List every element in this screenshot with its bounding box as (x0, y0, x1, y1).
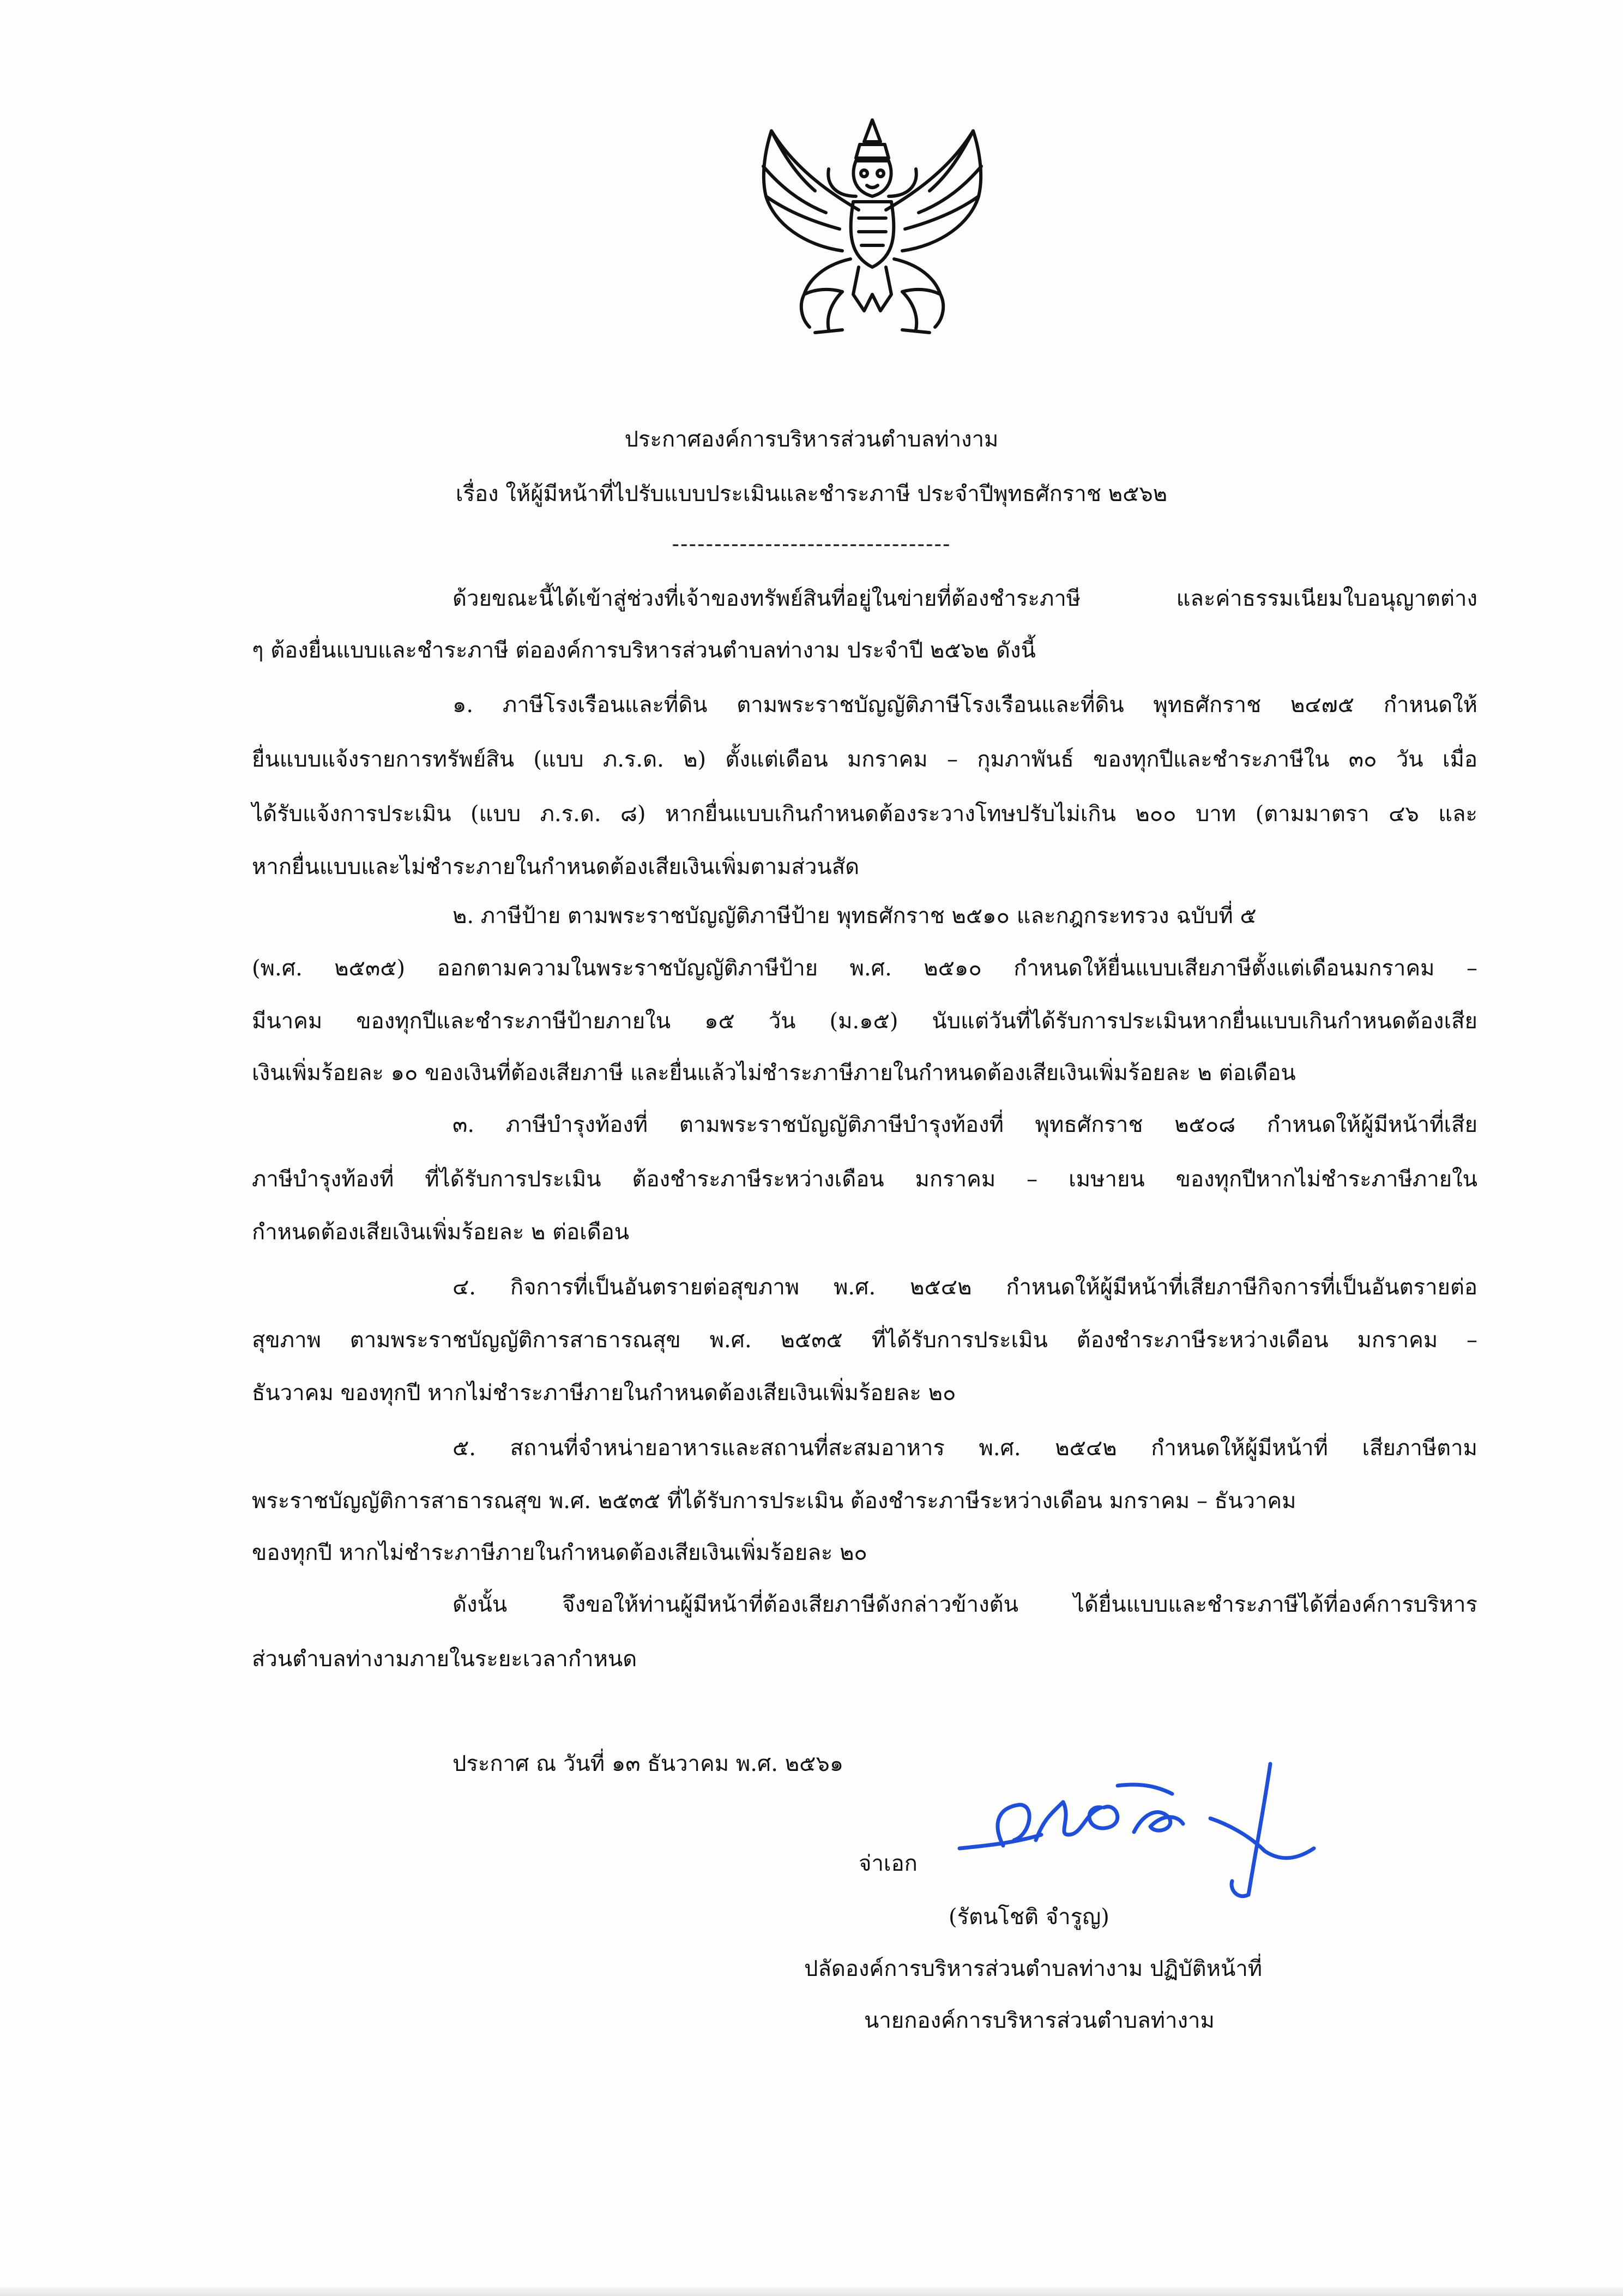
item-5-line-3: ของทุกปี หากไม่ชำระภาษีภายในกำหนดต้องเสียเงินเพิ่มร้อยละ ๒๐ (252, 1540, 867, 1565)
item-1-line-3: ได้รับแจ้งการประเมิน (แบบ ภ.ร.ด. ๘) หากยื่นแบบเกินกำหนดต้องระวางโทษปรับไม่เกิน ๒๐๐ บาท (ตามมาตรา ๔๖ และ (252, 802, 1477, 827)
item-3-line-3: กำหนดต้องเสียเงินเพิ่มร้อยละ ๒ ต่อเดือน (252, 1220, 630, 1245)
item-4-line-2: สุขภาพ ตามพระราชบัญญัติการสาธารณสุข พ.ศ. ๒๕๓๕ ที่ได้รับการประเมิน ต้องชำระภาษีระหว่างเดือน มกราคม – (252, 1328, 1477, 1353)
item-1-line-1: ๑. ภาษีโรงเรือนและที่ดิน ตามพระราชบัญญัติภาษีโรงเรือนและที่ดิน พุทธศักราช ๒๔๗๕ กำหนดให้ (452, 692, 1477, 718)
announcement-title: ประกาศองค์การบริหารส่วนตำบลท่างาม (624, 427, 999, 452)
closing-line-2: ส่วนตำบลท่างามภายในระยะเวลากำหนด (252, 1647, 637, 1672)
scan-edge (0, 2287, 1623, 2296)
closing-line-1: ดังนั้น จึงขอให้ท่านผู้มีหน้าที่ต้องเสียภาษีดังกล่าวข้างต้น ได้ยื่นแบบและชำระภาษีได้ที่องค์การบริหาร (452, 1592, 1477, 1617)
handwritten-signature-icon (954, 1753, 1347, 1917)
garuda-emblem-icon (733, 115, 1011, 349)
intro-line-2: ๆ ต้องยื่นแบบและชำระภาษี ต่อองค์การบริหารส่วนตำบลท่างาม ประจำปี ๒๕๖๒ ดังนี้ (252, 638, 1036, 663)
announcement-subject: เรื่อง ให้ผู้มีหน้าที่ไปรับแบบประเมินและชำระภาษี ประจำปีพุทธศักราช ๒๕๖๒ (455, 481, 1168, 507)
item-2-line-1: ๒. ภาษีป้าย ตามพระราชบัญญัติภาษีป้าย พุทธศักราช ๒๕๑๐ และกฎกระทรวง ฉบับที่ ๕ (452, 903, 1257, 929)
intro-line-1: ด้วยขณะนี้ได้เข้าสู่ช่วงที่เจ้าของทรัพย์สินที่อยู่ในข่ายที่ต้องชำระภาษี และค่าธรรมเนียมใบอนุญาตต่าง (452, 586, 1477, 611)
item-3-line-1: ๓. ภาษีบำรุงท้องที่ ตามพระราชบัญญัติภาษีบำรุงท้องที่ พุทธศักราช ๒๕๐๘ กำหนดให้ผู้มีหน้าที่เสีย (452, 1112, 1477, 1137)
item-5-line-1: ๕. สถานที่จำหน่ายอาหารและสถานที่สะสมอาหาร พ.ศ. ๒๕๔๒ กำหนดให้ผู้มีหน้าที่ เสียภาษีตาม (452, 1436, 1477, 1461)
item-4-line-1: ๔. กิจการที่เป็นอันตรายต่อสุขภาพ พ.ศ. ๒๕๔๒ กำหนดให้ผู้มีหน้าที่เสียภาษีกิจการที่เป็นอันตรายต่อ (452, 1275, 1477, 1300)
item-4-line-3: ธันวาคม ของทุกปี หากไม่ชำระภาษีภายในกำหนดต้องเสียเงินเพิ่มร้อยละ ๒๐ (252, 1381, 956, 1406)
announcement-date: ประกาศ ณ วันที่ ๑๓ ธันวาคม พ.ศ. ๒๕๖๑ (452, 1751, 844, 1776)
title-divider: --------------------------------- (672, 532, 951, 557)
item-3-line-2: ภาษีบำรุงท้องที่ ที่ได้รับการประเมิน ต้องชำระภาษีระหว่างเดือน มกราคม – เมษายน ของทุกปีหากไม่ชำระภาษีภายใน (252, 1167, 1477, 1192)
signer-position: ปลัดองค์การบริหารส่วนตำบลท่างาม ปฏิบัติหน้าที่ (804, 1956, 1263, 1981)
item-1-line-4: หากยื่นแบบและไม่ชำระภายในกำหนดต้องเสียเงินเพิ่มตามส่วนสัด (252, 854, 860, 879)
item-1-line-2: ยื่นแบบแจ้งรายการทรัพย์สิน (แบบ ภ.ร.ด. ๒) ตั้งแต่เดือน มกราคม – กุมภาพันธ์ ของทุกปีและชำระภาษีใน ๓๐ วัน เมื่อ (252, 747, 1477, 772)
signer-name: (รัตนโชติ จำรูญ) (949, 1905, 1109, 1930)
item-2-line-3: มีนาคม ของทุกปีและชำระภาษีป้ายภายใน ๑๕ วัน (ม.๑๕) นับแต่วันที่ได้รับการประเมินหากยื่นแบบเกินกำหนดต้องเสีย (252, 1009, 1477, 1034)
item-2-line-4: เงินเพิ่มร้อยละ ๑๐ ของเงินที่ต้องเสียภาษี และยื่นแล้วไม่ชำระภาษีภายในกำหนดต้องเสียเงินเพิ่มร้อยละ ๒ ต่อเดือน (252, 1060, 1296, 1086)
item-2-line-2: (พ.ศ. ๒๕๓๕) ออกตามความในพระราชบัญญัติภาษีป้าย พ.ศ. ๒๕๑๐ กำหนดให้ยื่นแบบเสียภาษีตั้งแต่เดือนมกราคม – (252, 956, 1477, 981)
signer-acting-position: นายกองค์การบริหารส่วนตำบลท่างาม (864, 2008, 1215, 2033)
signer-rank: จ่าเอก (859, 1851, 918, 1876)
item-5-line-2: พระราชบัญญัติการสาธารณสุข พ.ศ. ๒๕๓๕ ที่ได้รับการประเมิน ต้องชำระภาษีระหว่างเดือน มกราคม – ธันวาคม (252, 1489, 1296, 1514)
